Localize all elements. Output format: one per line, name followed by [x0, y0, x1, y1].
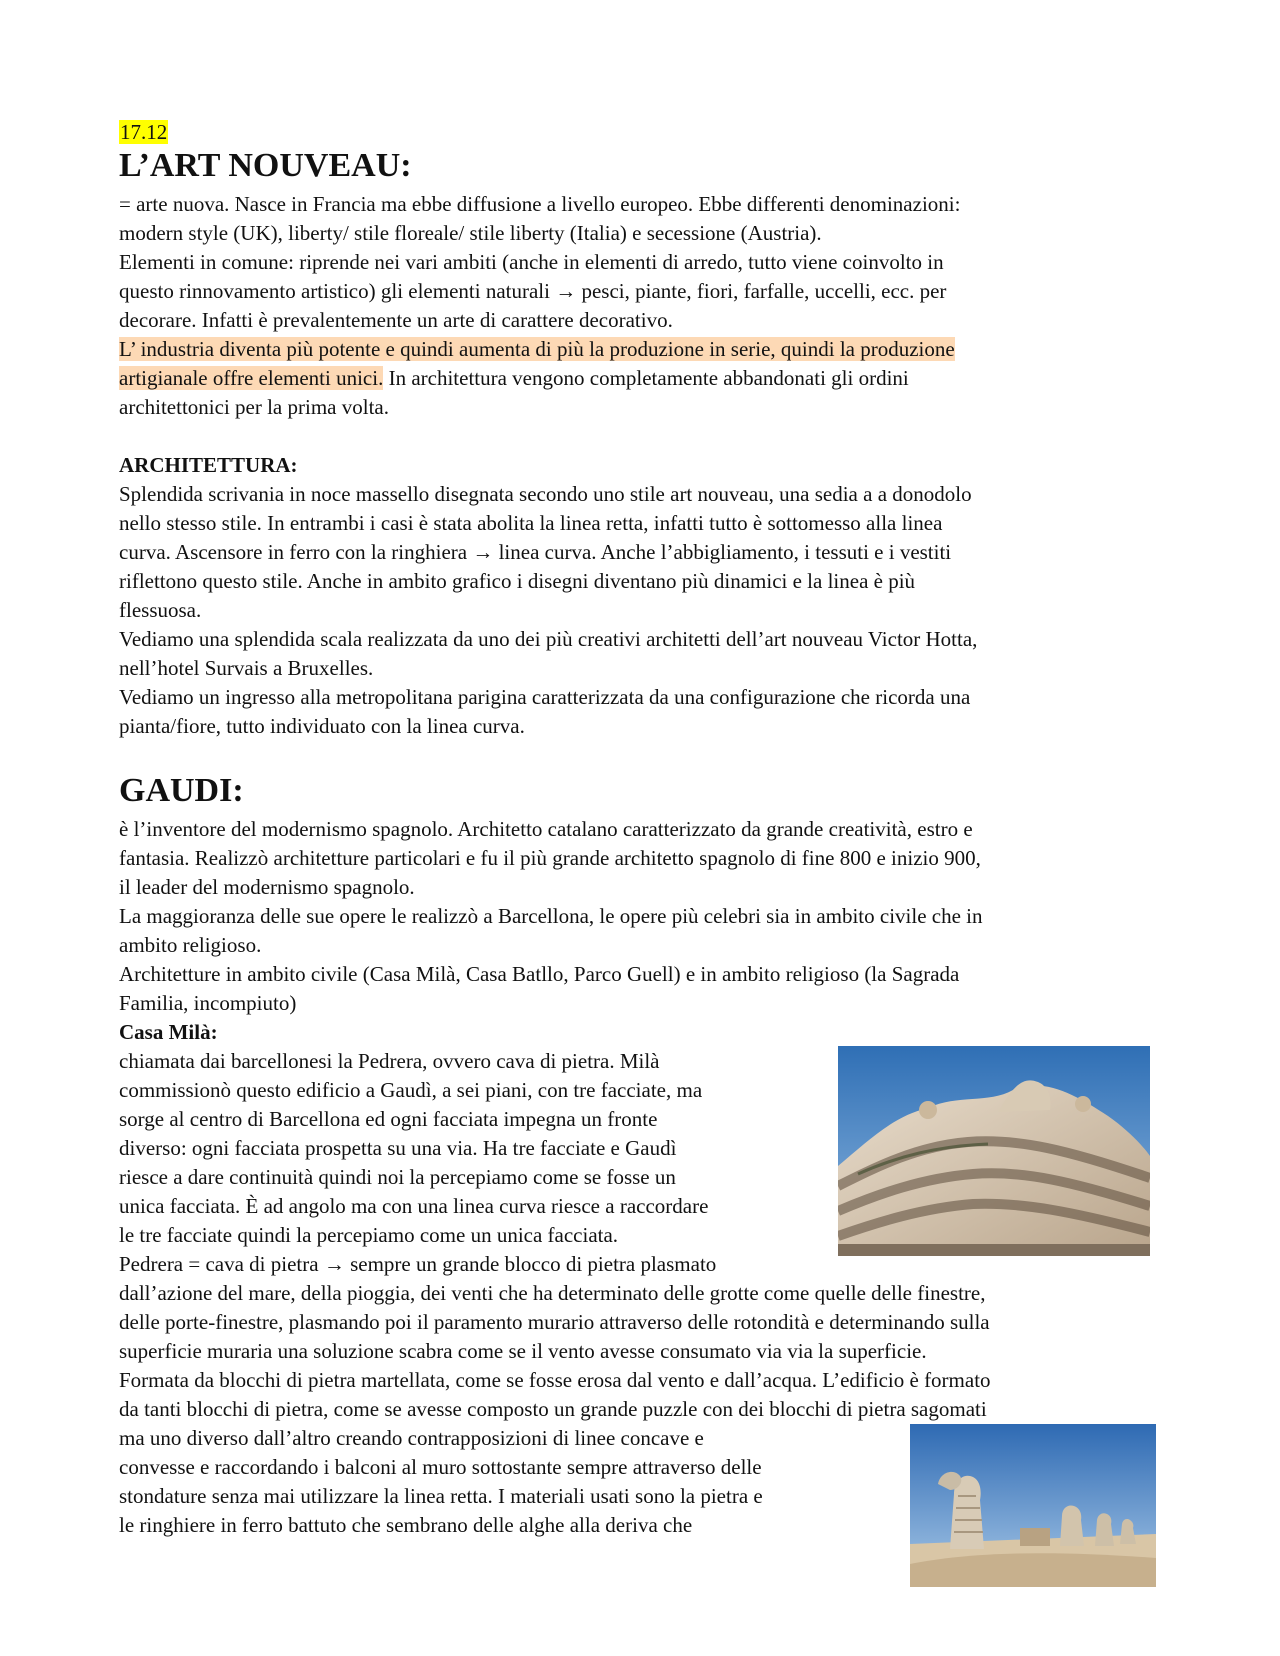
- paragraph-line: le tre facciate quindi la percepiamo come un unica facciata.: [119, 1223, 619, 1247]
- paragraph-line: Familia, incompiuto): [119, 991, 297, 1015]
- page-title: L’ART NOUVEAU:: [119, 147, 412, 184]
- paragraph-line: Vediamo una splendida scala realizzata da uno dei più creativi architetti dell’art nouveau Victor Hotta,: [119, 627, 978, 651]
- paragraph-line: dall’azione del mare, della pioggia, dei venti che ha determinato delle grotte come quelle delle finestre,: [119, 1281, 986, 1305]
- paragraph-line: convesse e raccordando i balconi al muro sottostante sempre attraverso delle: [119, 1455, 762, 1479]
- paragraph-line: Splendida scrivania in noce massello disegnata secondo uno stile art nouveau, una sedia a a donodolo: [119, 482, 972, 506]
- section-heading-casa-mila: Casa Milà:: [119, 1020, 218, 1044]
- date-line: [119, 118, 168, 147]
- paragraph-line: = arte nuova. Nasce in Francia ma ebbe diffusione a livello europeo. Ebbe differenti denominazioni:: [119, 192, 961, 216]
- paragraph-text: In architettura vengono completamente abbandonati gli ordini: [383, 366, 909, 390]
- casa-mila-facade-photo: [838, 1046, 1150, 1256]
- paragraph-line: architettonici per la prima volta.: [119, 395, 389, 419]
- paragraph-line: delle porte-finestre, plasmando poi il paramento murario attraverso delle rotondità e determinando sulla: [119, 1310, 990, 1334]
- paragraph-line: nello stesso stile. In entrambi i casi è stata abolita la linea retta, infatti tutto è sottomesso alla linea: [119, 511, 943, 535]
- paragraph-line: questo rinnovamento artistico) gli elementi naturali → pesci, piante, fiori, farfalle, uccelli, ecc. per: [119, 279, 947, 303]
- paragraph-line: stondature senza mai utilizzare la linea retta. I materiali usati sono la pietra e: [119, 1484, 763, 1508]
- paragraph-line: pianta/fiore, tutto individuato con la linea curva.: [119, 714, 525, 738]
- paragraph-line: da tanti blocchi di pietra, come se avesse composto un grande puzzle con dei blocchi di pietra sagomati: [119, 1397, 987, 1421]
- paragraph-line: Elementi in comune: riprende nei vari ambiti (anche in elementi di arredo, tutto viene coinvolto in: [119, 250, 944, 274]
- section-heading-architettura: ARCHITETTURA:: [119, 453, 298, 477]
- casa-mila-rooftop-photo: [910, 1424, 1156, 1587]
- paragraph-line: le ringhiere in ferro battuto che sembrano delle alghe alla deriva che: [119, 1513, 693, 1537]
- highlighted-line: [119, 335, 955, 364]
- paragraph-line: il leader del modernismo spagnolo.: [119, 875, 415, 899]
- paragraph-line: decorare. Infatti è prevalentemente un arte di carattere decorativo.: [119, 308, 673, 332]
- paragraph-line: ambito religioso.: [119, 933, 262, 957]
- paragraph-line: è l’inventore del modernismo spagnolo. Architetto catalano caratterizzato da grande creatività, estro e: [119, 817, 973, 841]
- date-label: 17.12: [120, 120, 168, 144]
- highlighted-text: L’ industria diventa più potente e quindi aumenta di più la produzione in serie, quindi la produzione: [119, 337, 955, 361]
- paragraph-line: unica facciata. È ad angolo ma con una linea curva riesce a raccordare: [119, 1194, 709, 1218]
- paragraph-line: fantasia. Realizzò architetture particolari e fu il più grande architetto spagnolo di fine 800 e inizio 900,: [119, 846, 981, 870]
- paragraph-line: riesce a dare continuità quindi noi la percepiamo come se fosse un: [119, 1165, 676, 1189]
- paragraph-line: ma uno diverso dall’altro creando contrapposizioni di linee concave e: [119, 1426, 704, 1450]
- paragraph-line: Vediamo un ingresso alla metropolitana parigina caratterizzata da una configurazione che ricorda una: [119, 685, 971, 709]
- paragraph-line: curva. Ascensore in ferro con la ringhiera → linea curva. Anche l’abbigliamento, i tessuti e i vestiti: [119, 540, 952, 564]
- paragraph-line: riflettono questo stile. Anche in ambito grafico i disegni diventano più dinamici e la linea è più: [119, 569, 916, 593]
- paragraph-line: nell’hotel Survais a Bruxelles.: [119, 656, 374, 680]
- paragraph-line: flessuosa.: [119, 598, 202, 622]
- paragraph-line: sorge al centro di Barcellona ed ogni facciata impegna un fronte: [119, 1107, 658, 1131]
- paragraph-line: superficie muraria una soluzione scabra come se il vento avesse consumato via via la superficie.: [119, 1339, 927, 1363]
- paragraph-line: diverso: ogni facciata prospetta su una via. Ha tre facciate e Gaudì: [119, 1136, 677, 1160]
- paragraph-line: Pedrera = cava di pietra → sempre un grande blocco di pietra plasmato: [119, 1252, 717, 1276]
- paragraph-line: [119, 364, 909, 393]
- paragraph-line: Formata da blocchi di pietra martellata, come se fosse erosa dal vento e dall’acqua. L’edificio è formato: [119, 1368, 991, 1392]
- highlighted-text: artigianale offre elementi unici.: [119, 366, 384, 390]
- paragraph-line: commissionò questo edificio a Gaudì, a sei piani, con tre facciate, ma: [119, 1078, 703, 1102]
- paragraph-line: Architetture in ambito civile (Casa Milà, Casa Batllo, Parco Guell) e in ambito religioso (la Sagrada: [119, 962, 960, 986]
- paragraph-line: chiamata dai barcellonesi la Pedrera, ovvero cava di pietra. Milà: [119, 1049, 660, 1073]
- paragraph-line: modern style (UK), liberty/ stile floreale/ stile liberty (Italia) e secessione (Austria).: [119, 221, 822, 245]
- paragraph-line: La maggioranza delle sue opere le realizzò a Barcellona, le opere più celebri sia in ambito civile che in: [119, 904, 983, 928]
- section-title-gaudi: GAUDI:: [119, 772, 244, 809]
